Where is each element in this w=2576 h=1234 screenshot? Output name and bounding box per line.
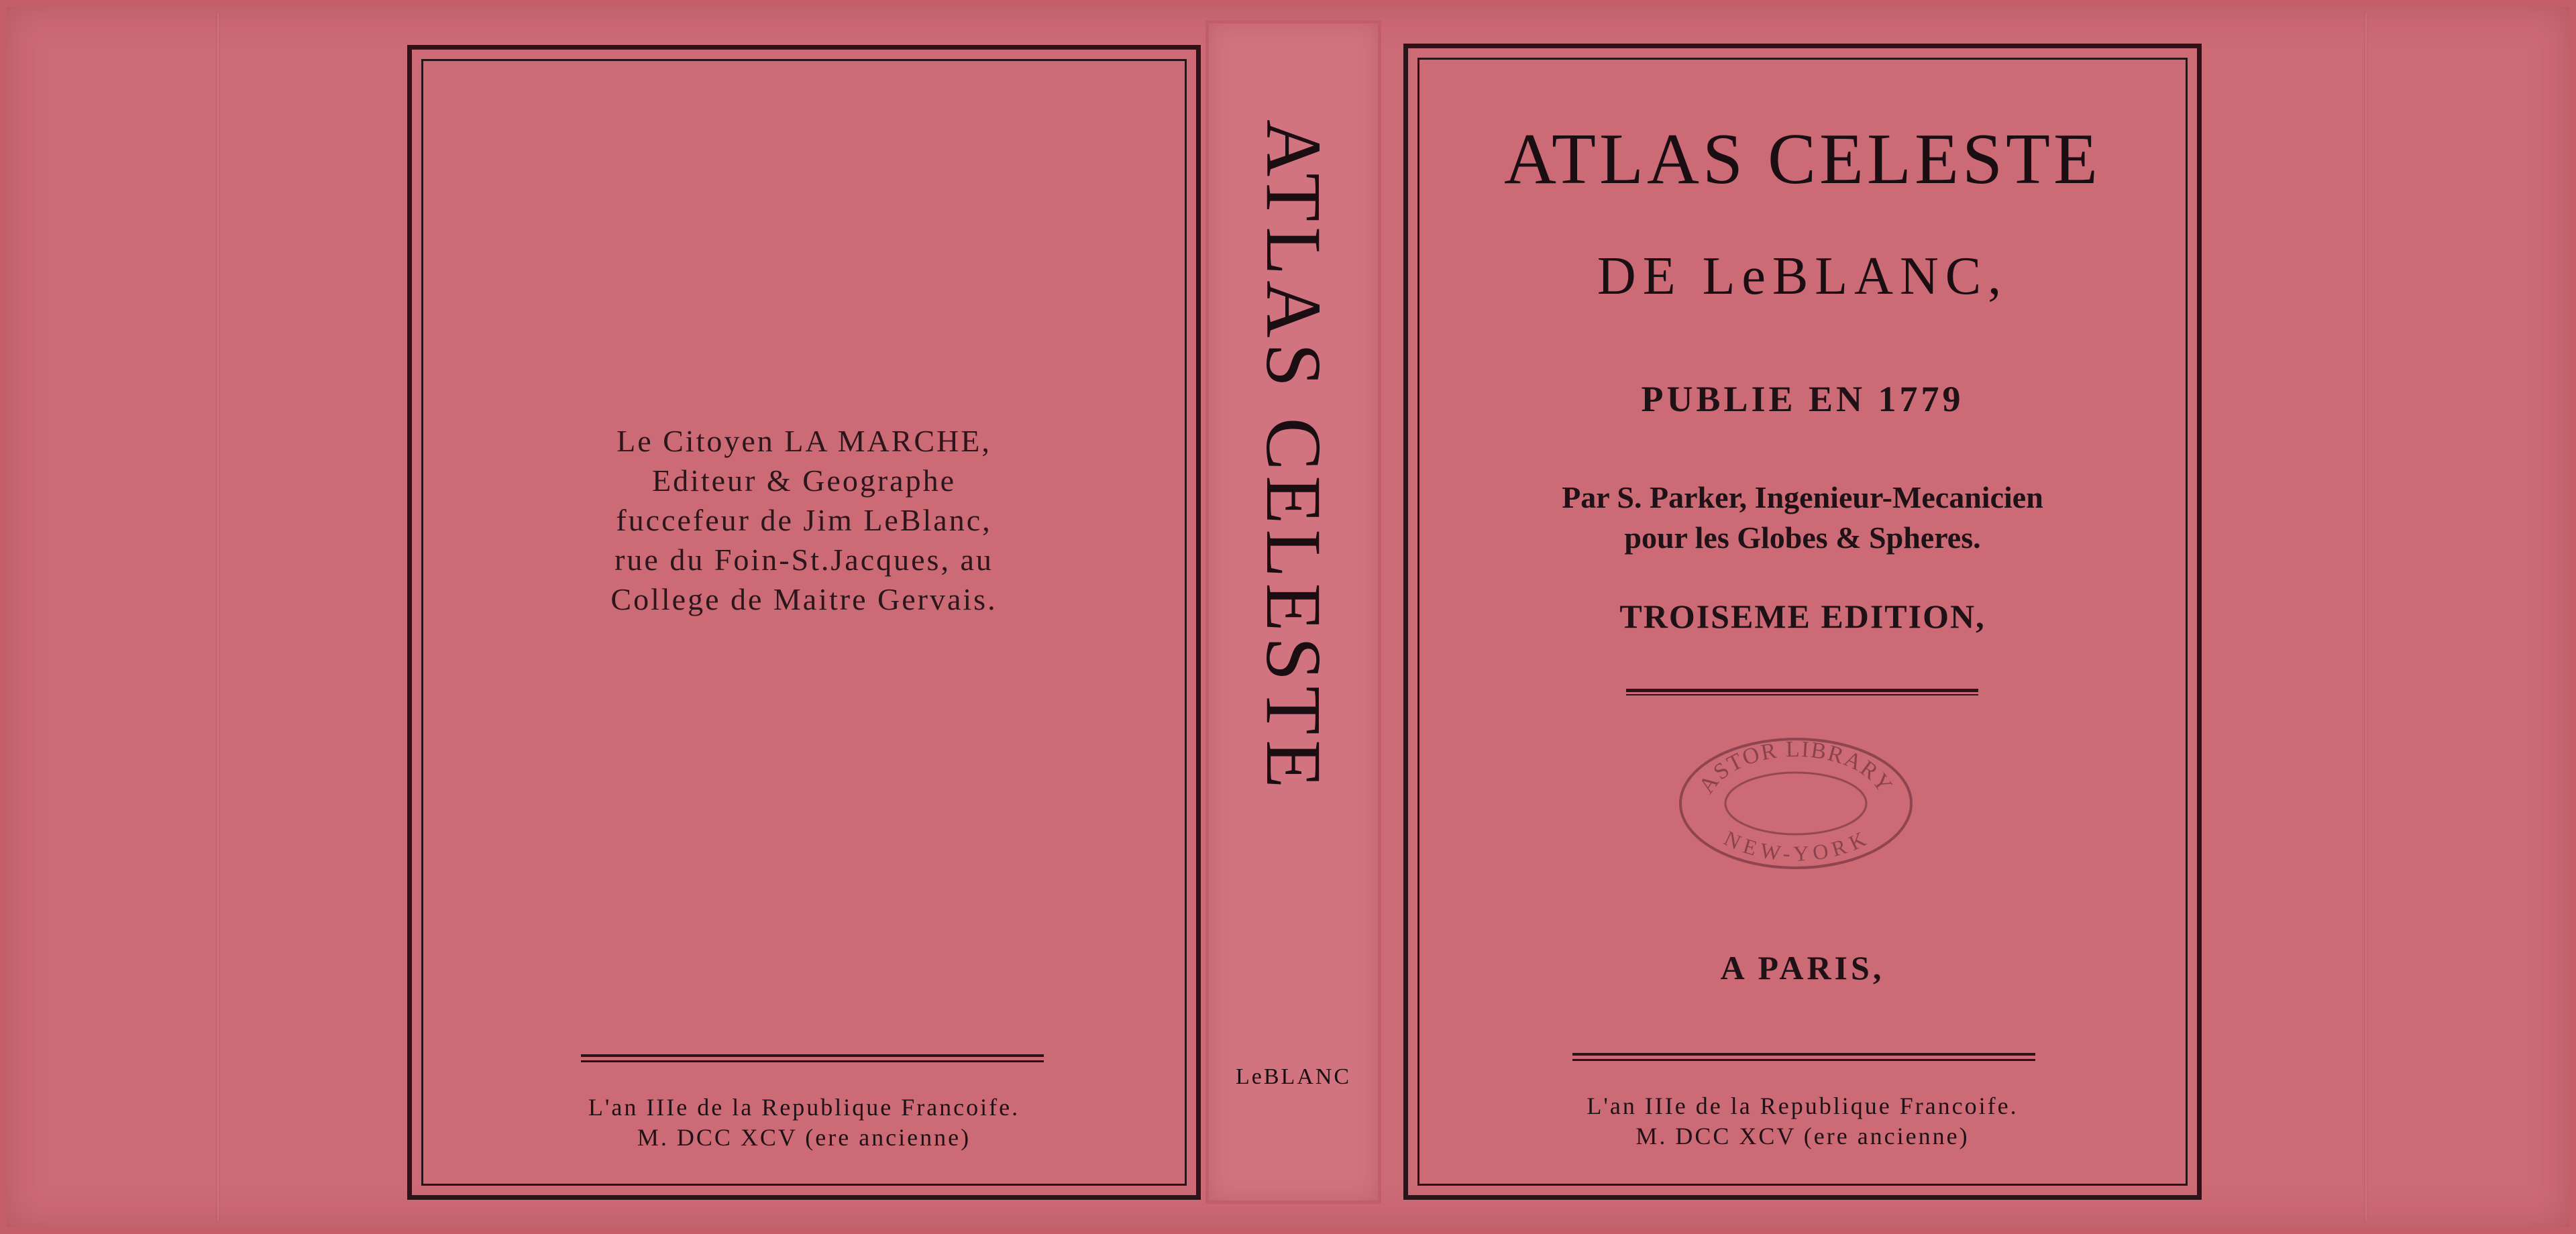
spine-author: LeBLANC [1235,1064,1352,1089]
divider-rule [1572,1053,2035,1061]
publisher-imprint [412,421,1196,619]
author-line: Par S. Parker, Ingenieur-Mecanicien [1562,480,2043,514]
cover-title: ATLAS CELESTE [1504,119,2101,199]
spine [1205,20,1381,1204]
edition-label: TROISEME EDITION, [1619,598,1986,635]
publication-date: PUBLIE EN 1779 [1641,379,1964,419]
divider-rule [581,1054,1044,1062]
place-of-publication: A PARIS, [1720,949,1885,987]
fold-line [216,13,220,1221]
stamp-bottom-text: NEW-YORK [1720,826,1872,866]
imprint-line: Le Citoyen LA MARCHE, [616,424,991,458]
date-footer [412,1092,1196,1153]
back-cover-panel [407,45,1201,1200]
stamp-top-text: ASTOR LIBRARY [1694,736,1898,798]
footer-line: M. DCC XCV (ere ancienne) [1635,1123,1970,1149]
cover-subtitle: DE LeBLANC, [1597,247,2008,306]
author-line: pour les Globes & Spheres. [1624,520,1981,555]
fold-line [2364,13,2368,1221]
front-cover-panel [1403,44,2202,1200]
date-footer [1408,1091,2197,1152]
imprint-line: rue du Foin-St.Jacques, au [614,543,994,577]
imprint-line: fuccefeur de Jim LeBlanc, [616,503,992,537]
spine-title: ATLAS CELESTE [1250,119,1338,794]
svg-text:NEW-YORK [1721,826,1872,866]
imprint-line: College de Maitre Gervais. [610,582,998,616]
divider-rule [1626,689,1978,695]
library-stamp [1672,726,1920,881]
imprint-line: Editeur & Geographe [652,463,956,498]
footer-line: L'an IIIe de la Republique Francoife. [588,1094,1020,1121]
footer-line: M. DCC XCV (ere ancienne) [637,1124,971,1151]
svg-text:ASTOR LIBRARY [1694,737,1897,798]
footer-line: L'an IIIe de la Republique Francoife. [1587,1092,2019,1119]
